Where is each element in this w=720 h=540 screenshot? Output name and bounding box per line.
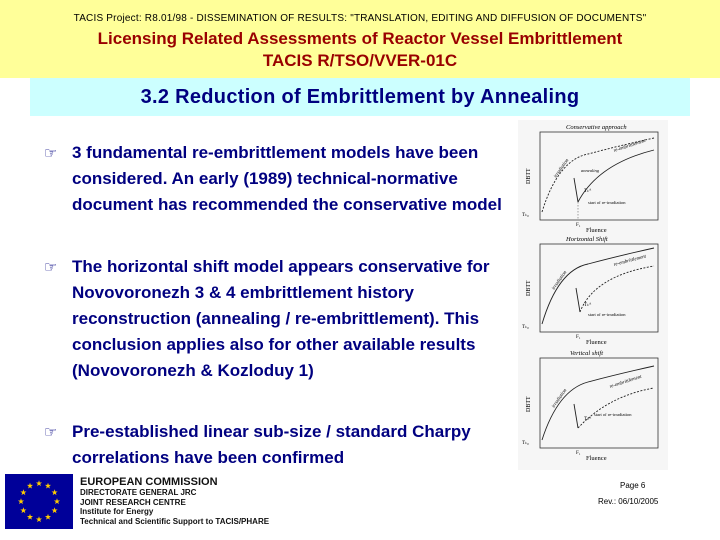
x-axis-label: Fluence — [586, 455, 607, 462]
point-label: Tₖᴬ — [584, 417, 592, 422]
pointing-hand-icon: ☞ — [44, 423, 58, 441]
curve-label: irradiation — [551, 388, 569, 410]
y-axis-label: DBTT — [526, 280, 532, 296]
pointing-hand-icon: ☞ — [44, 144, 58, 162]
project-line: TACIS Project: R8.01/98 - DISSEMINATION OF RESULTS: "TRANSLATION, EDITING AND DIFFUSION OF DOCUMENTS" — [73, 13, 647, 24]
point-label: Tₖᴬ — [584, 189, 592, 194]
curve-label: irradiation — [553, 158, 571, 180]
bullet-item — [44, 419, 504, 471]
page-number: Page 6 — [620, 481, 646, 490]
axis-mark: Tₖ₀ — [522, 213, 529, 218]
axis-mark: F₁ — [576, 335, 581, 340]
bullet-text: The horizontal shift model appears conservative for Novovoronezh 3 & 4 embrittlement history reconstruction (annealing / re-embrittlement). This conclusion applies also for other available results (Novovoronezh & Kozloduy 1) — [72, 257, 490, 380]
annotation: start of re-irradiation — [594, 412, 632, 417]
footer-org-line: JOINT RESEARCH CENTRE — [80, 497, 186, 507]
bullet-item — [44, 140, 504, 218]
y-axis-label: DBTT — [526, 168, 532, 184]
bullet-text: Pre-established linear sub-size / standard Charpy correlations have been confirmed — [72, 422, 471, 467]
eu-flag-logo — [5, 474, 73, 529]
project-code: TACIS R/TSO/VVER-01C — [262, 51, 458, 70]
section-title: 3.2 Reduction of Embrittlement by Annealing — [140, 86, 580, 108]
footer-org-line: DIRECTORATE GENERAL JRC — [80, 488, 197, 497]
curve-label: annealing — [581, 168, 599, 173]
footer-org-line: Institute for Energy — [80, 507, 154, 516]
x-axis-label: Fluence — [586, 339, 607, 346]
axis-mark: F₁ — [576, 451, 581, 456]
curve-label: re-embrittlement — [609, 374, 643, 390]
point-label: Tₖᴬ — [584, 303, 592, 308]
section-title-bar — [30, 78, 690, 116]
document-title: Licensing Related Assessments of Reactor Vessel Embrittlement — [97, 29, 623, 48]
panel-title: Conservative approach — [566, 124, 627, 131]
footer-org-line: EUROPEAN COMMISSION — [80, 476, 218, 488]
curve-label: re-embrittlement — [613, 138, 647, 154]
axis-mark: Tₖ₀ — [522, 441, 529, 446]
x-axis-label: Fluence — [586, 227, 607, 234]
annotation: start of re-irradiation — [588, 312, 626, 317]
axis-mark: F₁ — [576, 223, 581, 228]
panel-title: Vertical shift — [570, 350, 604, 357]
footer-org-line: Technical and Scientific Support to TACIS/PHARE — [80, 516, 270, 526]
pointing-hand-icon: ☞ — [44, 258, 58, 276]
curve-label: re-embrittlement — [613, 254, 647, 268]
annotation: start of re-irradiation — [588, 200, 626, 205]
y-axis-label: DBTT — [526, 396, 532, 412]
bullet-text: 3 fundamental re-embrittlement models have been considered. An early (1989) technical-normative document has recommended the conservative model — [72, 143, 502, 214]
curve-label: irradiation — [551, 270, 569, 292]
axis-mark: Tₖ₀ — [522, 325, 529, 330]
panel-title: Horizontal Shift — [566, 236, 608, 243]
footer-organisation — [80, 476, 269, 526]
bullet-item — [44, 254, 504, 384]
re-embrittlement-models-figure — [518, 120, 668, 470]
header-banner — [0, 0, 720, 78]
revision-date: Rev.: 06/10/2005 — [598, 497, 659, 506]
